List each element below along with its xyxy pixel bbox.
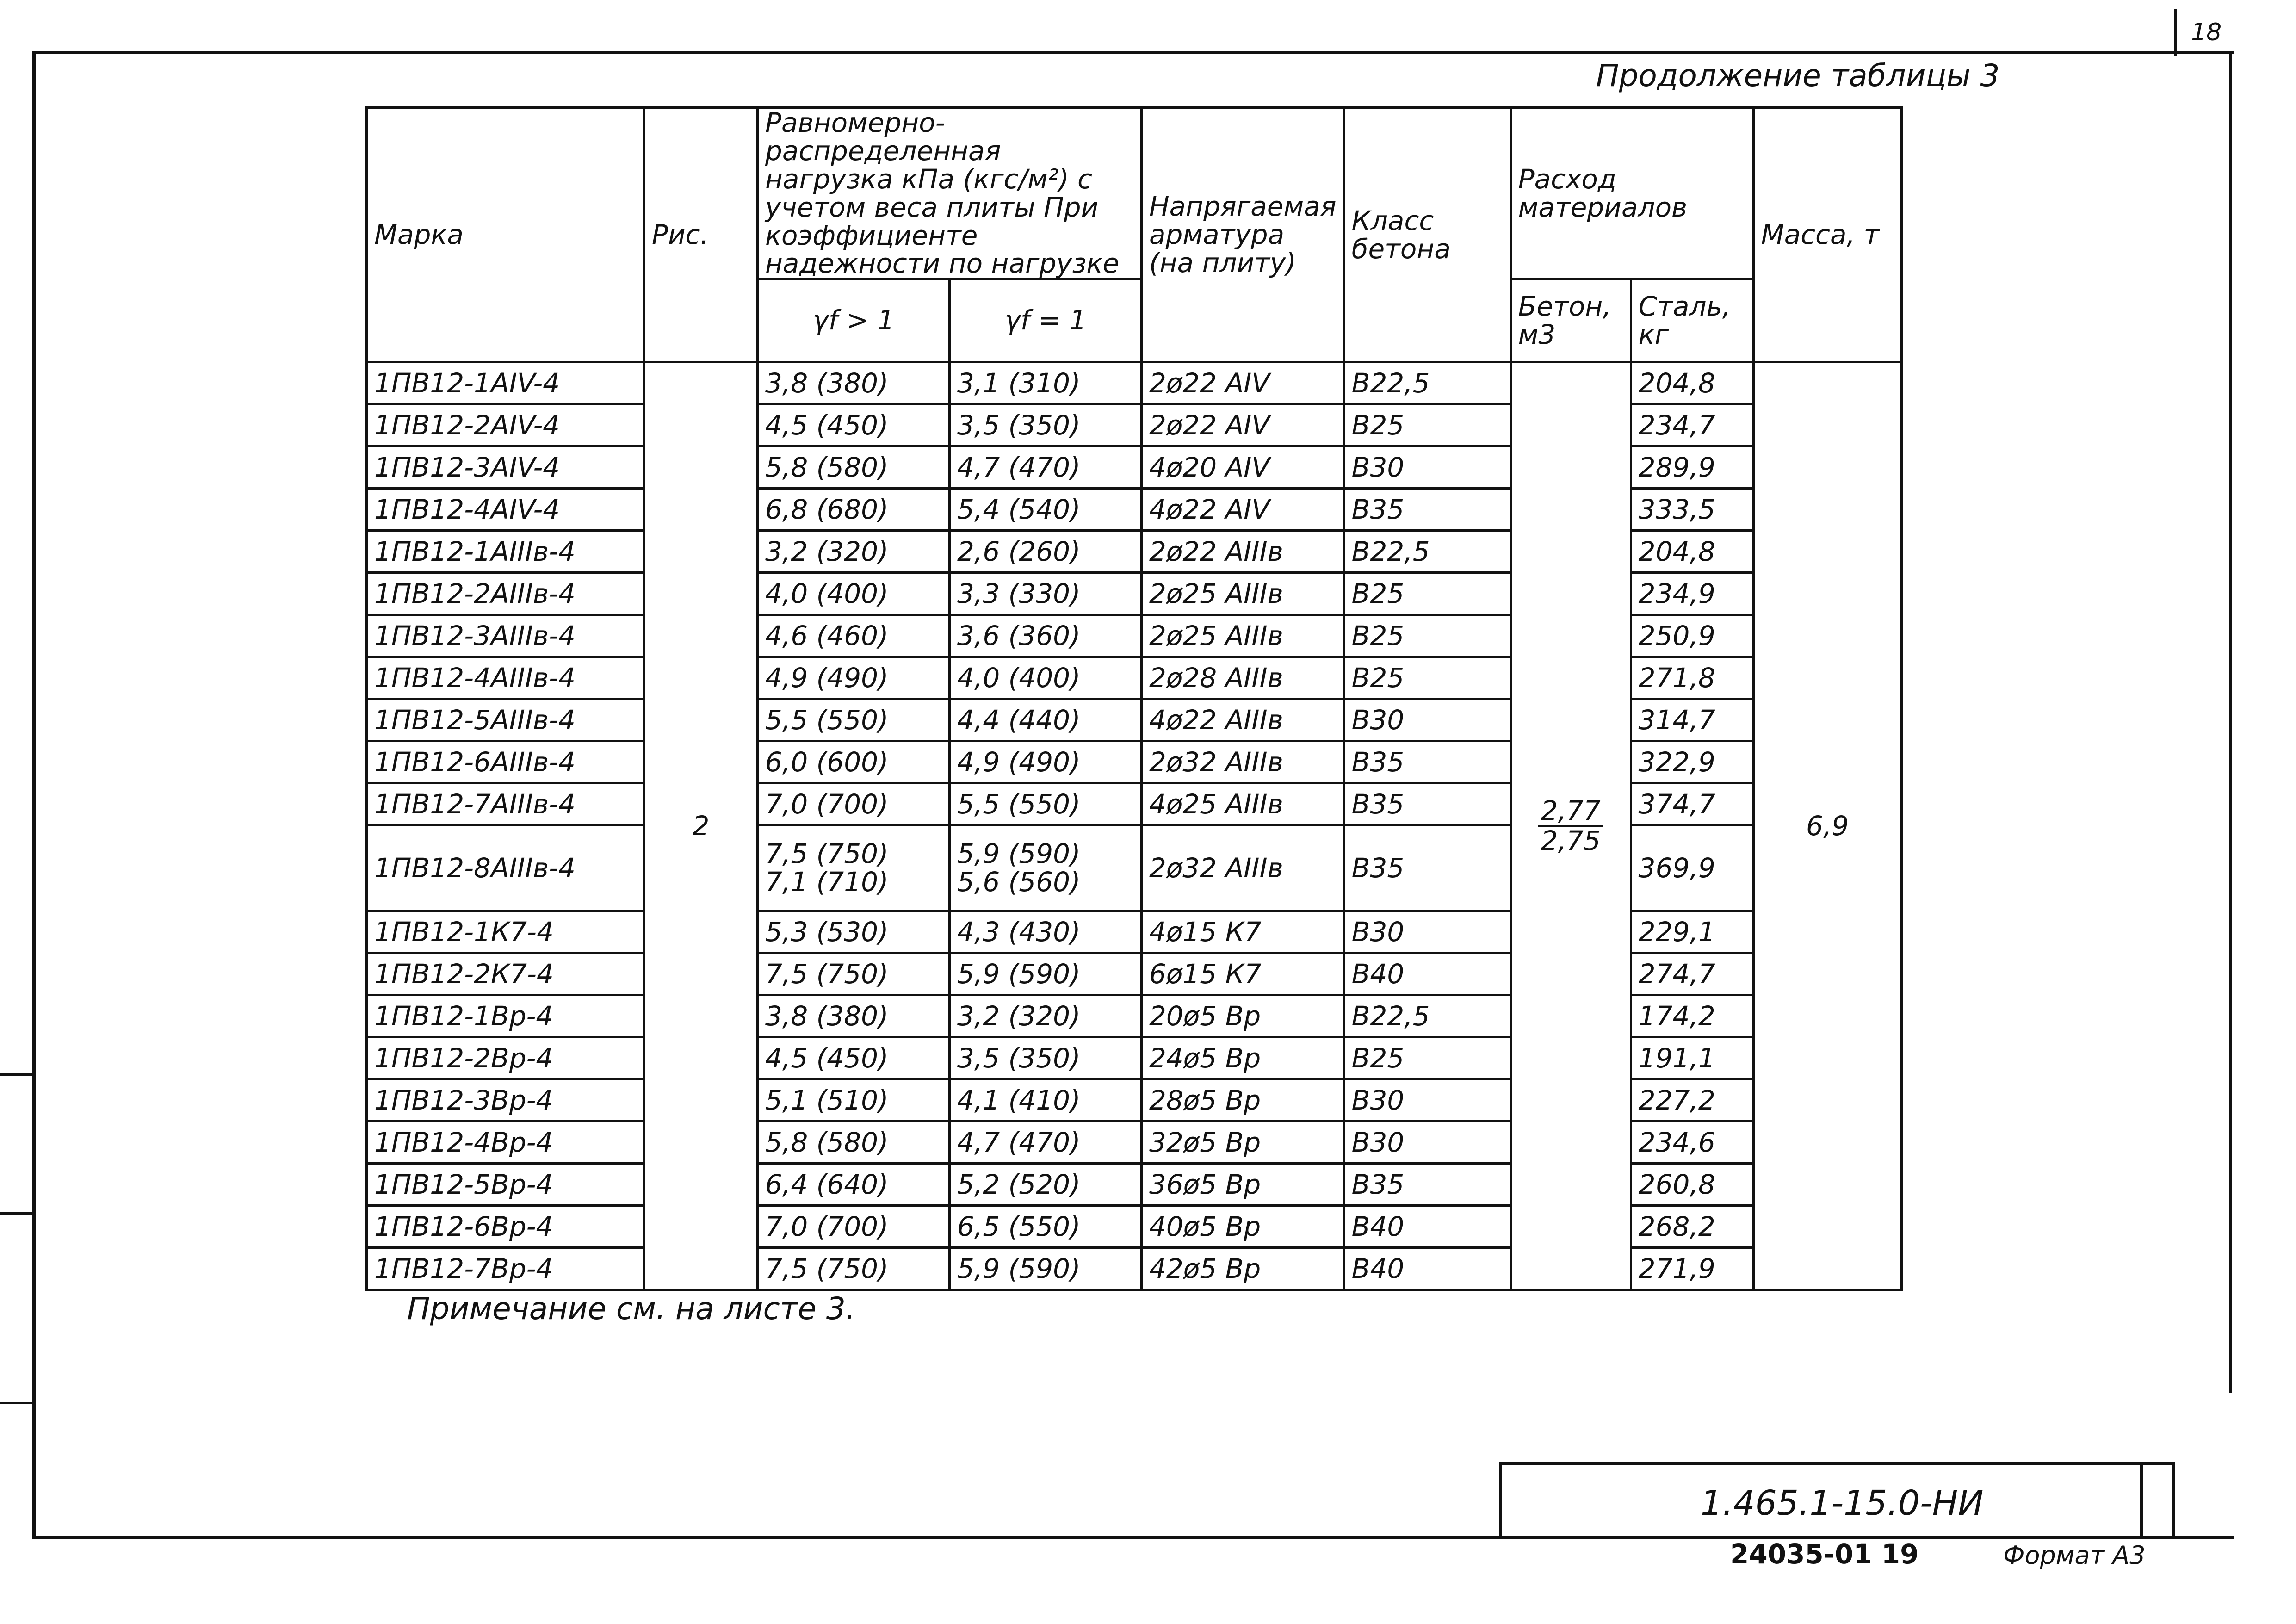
table-row bbox=[367, 615, 1902, 657]
table-row bbox=[367, 446, 1902, 489]
cell-rebar: 4ø25 АIIIв bbox=[1142, 783, 1344, 825]
table-row bbox=[367, 1037, 1902, 1079]
cell-load-eq1: 5,9 (590) bbox=[950, 1248, 1142, 1290]
cell-marka: 1ПВ12-2К7-4 bbox=[367, 953, 644, 995]
table-row bbox=[367, 362, 1902, 404]
cell-steel: 204,8 bbox=[1631, 531, 1753, 573]
table-row bbox=[367, 953, 1902, 995]
header-load-eq1: γf = 1 bbox=[950, 279, 1142, 362]
cell-rebar: 2ø25 АIIIв bbox=[1142, 615, 1344, 657]
cell-rebar: 4ø20 АIV bbox=[1142, 446, 1344, 489]
table-body bbox=[367, 362, 1902, 1290]
cell-beton bbox=[1510, 362, 1631, 1290]
frame-top-line bbox=[32, 51, 2234, 54]
header-load-gt1: γf > 1 bbox=[758, 279, 950, 362]
cell-load-eq1 bbox=[950, 825, 1142, 911]
header-marka: Марка bbox=[367, 108, 644, 362]
cell-load-gt1: 4,0 (400) bbox=[758, 573, 950, 615]
cell-load-eq1-upper: 5,9 (590) bbox=[957, 838, 1081, 870]
cell-marka: 1ПВ12-1К7-4 bbox=[367, 911, 644, 953]
table-row bbox=[367, 531, 1902, 573]
cell-load-gt1: 4,5 (450) bbox=[758, 1037, 950, 1079]
cell-load-eq1: 4,3 (430) bbox=[950, 911, 1142, 953]
cell-steel: 271,9 bbox=[1631, 1248, 1753, 1290]
cell-rebar: 36ø5 Вр bbox=[1142, 1164, 1344, 1206]
cell-concrete-class: В25 bbox=[1344, 404, 1510, 446]
data-table bbox=[365, 106, 1903, 1291]
cell-concrete-class: В40 bbox=[1344, 1248, 1510, 1290]
cell-concrete-class: В30 bbox=[1344, 699, 1510, 741]
cell-load-eq1: 5,5 (550) bbox=[950, 783, 1142, 825]
cell-load-eq1: 3,1 (310) bbox=[950, 362, 1142, 404]
cell-concrete-class: В35 bbox=[1344, 1164, 1510, 1206]
cell-rebar: 20ø5 Вр bbox=[1142, 995, 1344, 1037]
cell-load-gt1: 7,0 (700) bbox=[758, 783, 950, 825]
footnote: Примечание см. на листе 3. bbox=[407, 1291, 855, 1326]
cell-load-gt1: 6,8 (680) bbox=[758, 489, 950, 531]
table-row bbox=[367, 783, 1902, 825]
cell-concrete-class: В35 bbox=[1344, 825, 1510, 911]
cell-marka: 1ПВ12-7АIIIв-4 bbox=[367, 783, 644, 825]
cell-load-eq1: 4,9 (490) bbox=[950, 741, 1142, 783]
table-row bbox=[367, 741, 1902, 783]
cell-marka: 1ПВ12-3АIIIв-4 bbox=[367, 615, 644, 657]
cell-rebar: 24ø5 Вр bbox=[1142, 1037, 1344, 1079]
cell-load-eq1: 4,7 (470) bbox=[950, 446, 1142, 489]
cell-marka: 1ПВ12-3АIV-4 bbox=[367, 446, 644, 489]
cell-steel: 174,2 bbox=[1631, 995, 1753, 1037]
cell-steel: 274,7 bbox=[1631, 953, 1753, 995]
cell-concrete-class: В35 bbox=[1344, 489, 1510, 531]
cell-load-gt1: 3,2 (320) bbox=[758, 531, 950, 573]
header-mass: Масса, т bbox=[1753, 108, 1901, 362]
cell-marka: 1ПВ12-1АIV-4 bbox=[367, 362, 644, 404]
cell-load-gt1: 6,0 (600) bbox=[758, 741, 950, 783]
cell-steel: 234,9 bbox=[1631, 573, 1753, 615]
cell-concrete-class: В35 bbox=[1344, 783, 1510, 825]
cell-load-gt1: 6,4 (640) bbox=[758, 1164, 950, 1206]
cell-rebar: 4ø15 К7 bbox=[1142, 911, 1344, 953]
cell-concrete-class: В22,5 bbox=[1344, 531, 1510, 573]
cell-steel: 234,6 bbox=[1631, 1122, 1753, 1164]
cell-load-gt1: 5,8 (580) bbox=[758, 446, 950, 489]
cell-steel: 204,8 bbox=[1631, 362, 1753, 404]
page-number-box bbox=[2174, 9, 2233, 56]
cell-load-eq1-lower: 5,6 (560) bbox=[957, 866, 1081, 898]
cell-marka: 1ПВ12-6АIIIв-4 bbox=[367, 741, 644, 783]
cell-load-eq1: 3,2 (320) bbox=[950, 995, 1142, 1037]
cell-load-gt1: 5,1 (510) bbox=[758, 1079, 950, 1122]
cell-load-gt1: 4,6 (460) bbox=[758, 615, 950, 657]
cell-marka: 1ПВ12-2АIV-4 bbox=[367, 404, 644, 446]
cell-load-gt1 bbox=[758, 825, 950, 911]
table-row bbox=[367, 1248, 1902, 1290]
cell-load-gt1-lower: 7,1 (710) bbox=[765, 866, 889, 898]
cell-load-gt1: 4,9 (490) bbox=[758, 657, 950, 699]
cell-load-eq1: 3,5 (350) bbox=[950, 1037, 1142, 1079]
cell-marka: 1ПВ12-4Вр-4 bbox=[367, 1122, 644, 1164]
cell-rebar: 4ø22 АIIIв bbox=[1142, 699, 1344, 741]
margin-tick bbox=[0, 1073, 32, 1076]
margin-tick bbox=[0, 1212, 32, 1215]
cell-load-gt1: 3,8 (380) bbox=[758, 362, 950, 404]
frame-left-line bbox=[32, 51, 36, 1536]
table-row bbox=[367, 404, 1902, 446]
cell-load-gt1: 7,0 (700) bbox=[758, 1206, 950, 1248]
cell-load-eq1: 6,5 (550) bbox=[950, 1206, 1142, 1248]
cell-concrete-class: В30 bbox=[1344, 911, 1510, 953]
cell-load-gt1-upper: 7,5 (750) bbox=[765, 838, 889, 870]
cell-marka: 1ПВ12-3Вр-4 bbox=[367, 1079, 644, 1122]
cell-load-eq1: 2,6 (260) bbox=[950, 531, 1142, 573]
cell-rebar: 42ø5 Вр bbox=[1142, 1248, 1344, 1290]
cell-load-gt1: 5,3 (530) bbox=[758, 911, 950, 953]
format-label: Формат А3 bbox=[2003, 1541, 2146, 1570]
table-row bbox=[367, 1206, 1902, 1248]
cell-marka: 1ПВ12-4АIV-4 bbox=[367, 489, 644, 531]
cell-marka: 1ПВ12-1Вр-4 bbox=[367, 995, 644, 1037]
cell-concrete-class: В30 bbox=[1344, 1079, 1510, 1122]
page-number: 18 bbox=[2191, 19, 2222, 46]
header-ris: Рис. bbox=[644, 108, 758, 362]
cell-load-eq1: 4,0 (400) bbox=[950, 657, 1142, 699]
cell-load-eq1: 3,3 (330) bbox=[950, 573, 1142, 615]
cell-steel: 333,5 bbox=[1631, 489, 1753, 531]
beton-numerator: 2,77 bbox=[1538, 797, 1603, 827]
cell-steel: 271,8 bbox=[1631, 657, 1753, 699]
cell-load-eq1: 4,1 (410) bbox=[950, 1079, 1142, 1122]
cell-concrete-class: В35 bbox=[1344, 741, 1510, 783]
cell-rebar: 6ø15 К7 bbox=[1142, 953, 1344, 995]
cell-marka: 1ПВ12-7Вр-4 bbox=[367, 1248, 644, 1290]
cell-rebar: 2ø22 АIV bbox=[1142, 362, 1344, 404]
table-row bbox=[367, 1164, 1902, 1206]
cell-marka: 1ПВ12-6Вр-4 bbox=[367, 1206, 644, 1248]
cell-steel: 289,9 bbox=[1631, 446, 1753, 489]
cell-steel: 322,9 bbox=[1631, 741, 1753, 783]
table-row bbox=[367, 995, 1902, 1037]
inventory-number: 24035-01 19 bbox=[1730, 1538, 1919, 1570]
cell-rebar: 2ø22 АIV bbox=[1142, 404, 1344, 446]
header-load: Равномерно-распределенная нагрузка кПа (кгс/м²) с учетом веса плиты При коэффициенте надежности по нагрузке bbox=[758, 108, 1142, 279]
cell-steel: 229,1 bbox=[1631, 911, 1753, 953]
table-caption: Продолжение таблицы 3 bbox=[1596, 58, 2000, 93]
header-beton: Бетон, м3 bbox=[1510, 279, 1631, 362]
table-row bbox=[367, 911, 1902, 953]
cell-load-gt1: 4,5 (450) bbox=[758, 404, 950, 446]
table-row bbox=[367, 1079, 1902, 1122]
cell-load-gt1: 7,5 (750) bbox=[758, 953, 950, 995]
cell-rebar: 2ø28 АIIIв bbox=[1142, 657, 1344, 699]
cell-rebar: 2ø32 АIIIв bbox=[1142, 741, 1344, 783]
table-row bbox=[367, 657, 1902, 699]
cell-rebar: 40ø5 Вр bbox=[1142, 1206, 1344, 1248]
cell-concrete-class: В22,5 bbox=[1344, 362, 1510, 404]
cell-load-gt1: 5,8 (580) bbox=[758, 1122, 950, 1164]
beton-denominator: 2,75 bbox=[1541, 825, 1601, 857]
cell-steel: 314,7 bbox=[1631, 699, 1753, 741]
cell-load-eq1: 3,5 (350) bbox=[950, 404, 1142, 446]
cell-steel: 369,9 bbox=[1631, 825, 1753, 911]
cell-load-gt1: 5,5 (550) bbox=[758, 699, 950, 741]
cell-steel: 260,8 bbox=[1631, 1164, 1753, 1206]
table-row bbox=[367, 1122, 1902, 1164]
cell-concrete-class: В25 bbox=[1344, 1037, 1510, 1079]
cell-concrete-class: В25 bbox=[1344, 657, 1510, 699]
table-row bbox=[367, 699, 1902, 741]
cell-steel: 227,2 bbox=[1631, 1079, 1753, 1122]
cell-load-gt1: 3,8 (380) bbox=[758, 995, 950, 1037]
table-row bbox=[367, 489, 1902, 531]
cell-marka: 1ПВ12-5АIIIв-4 bbox=[367, 699, 644, 741]
cell-load-eq1: 5,4 (540) bbox=[950, 489, 1142, 531]
cell-rebar: 28ø5 Вр bbox=[1142, 1079, 1344, 1122]
cell-rebar: 2ø25 АIIIв bbox=[1142, 573, 1344, 615]
cell-load-eq1: 4,4 (440) bbox=[950, 699, 1142, 741]
cell-marka: 1ПВ12-2Вр-4 bbox=[367, 1037, 644, 1079]
stamp-sheet-cell bbox=[2140, 1465, 2175, 1537]
cell-steel: 234,7 bbox=[1631, 404, 1753, 446]
cell-marka: 1ПВ12-5Вр-4 bbox=[367, 1164, 644, 1206]
cell-concrete-class: В30 bbox=[1344, 446, 1510, 489]
table-row bbox=[367, 573, 1902, 615]
cell-rebar: 2ø22 АIIIв bbox=[1142, 531, 1344, 573]
cell-concrete-class: В25 bbox=[1344, 615, 1510, 657]
cell-rebar: 32ø5 Вр bbox=[1142, 1122, 1344, 1164]
header-rebar: Напрягаемая арматура (на плиту) bbox=[1142, 108, 1344, 362]
title-stamp bbox=[1499, 1462, 2175, 1539]
cell-steel: 374,7 bbox=[1631, 783, 1753, 825]
header-concrete-class: Класс бетона bbox=[1344, 108, 1510, 362]
cell-load-eq1: 5,2 (520) bbox=[950, 1164, 1142, 1206]
cell-concrete-class: В30 bbox=[1344, 1122, 1510, 1164]
cell-load-eq1: 3,6 (360) bbox=[950, 615, 1142, 657]
cell-concrete-class: В40 bbox=[1344, 953, 1510, 995]
cell-marka: 1ПВ12-4АIIIв-4 bbox=[367, 657, 644, 699]
cell-steel: 250,9 bbox=[1631, 615, 1753, 657]
cell-concrete-class: В25 bbox=[1344, 573, 1510, 615]
cell-concrete-class: В40 bbox=[1344, 1206, 1510, 1248]
cell-mass: 6,9 bbox=[1753, 362, 1901, 1290]
cell-ris: 2 bbox=[644, 362, 758, 1290]
cell-marka: 1ПВ12-1АIIIв-4 bbox=[367, 531, 644, 573]
cell-concrete-class: В22,5 bbox=[1344, 995, 1510, 1037]
cell-marka: 1ПВ12-8АIIIв-4 bbox=[367, 825, 644, 911]
cell-marka: 1ПВ12-2АIIIв-4 bbox=[367, 573, 644, 615]
header-steel: Сталь, кг bbox=[1631, 279, 1753, 362]
table-row bbox=[367, 825, 1902, 911]
margin-tick bbox=[0, 1402, 32, 1404]
cell-load-gt1: 7,5 (750) bbox=[758, 1248, 950, 1290]
document-code: 1.465.1-15.0-НИ bbox=[1701, 1483, 1984, 1523]
header-materials: Расход материалов bbox=[1510, 108, 1753, 279]
cell-steel: 191,1 bbox=[1631, 1037, 1753, 1079]
cell-load-eq1: 5,9 (590) bbox=[950, 953, 1142, 995]
cell-steel: 268,2 bbox=[1631, 1206, 1753, 1248]
cell-rebar: 2ø32 АIIIв bbox=[1142, 825, 1344, 911]
frame-right-line bbox=[2229, 51, 2232, 1393]
cell-rebar: 4ø22 АIV bbox=[1142, 489, 1344, 531]
cell-load-eq1: 4,7 (470) bbox=[950, 1122, 1142, 1164]
